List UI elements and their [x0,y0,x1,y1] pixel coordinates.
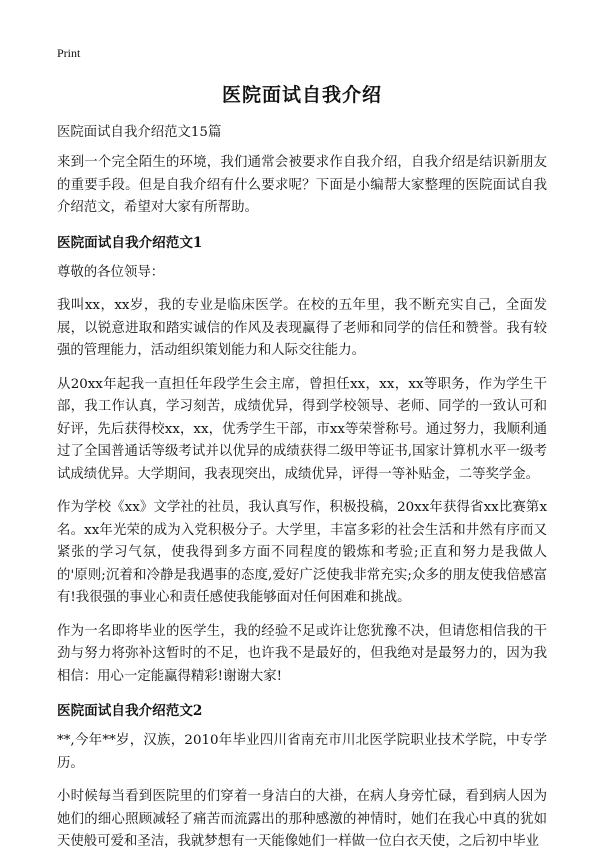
document-body [57,80,547,865]
intro-paragraph: 来到一个完全陌生的环境，我们通常会被要求作自我介绍，自我介绍是结识新朋友的重要手段。但是自我介绍有什么要求呢？下面是小编帮大家整理的医院面试自我介绍范文，希望对大家有所帮助。 [57,155,547,215]
print-link[interactable]: Print [57,46,81,60]
paragraph: **,今年**岁，汉族，2010年毕业四川省南充市川北医学院职业技术学院，中专学历。 [57,733,547,771]
paragraph: 我叫xx，xx岁，我的专业是临床医学。在校的五年里，我不断充实自己，全面发展，以锐意进取和踏实诚信的作风及表现赢得了老师和同学的信任和赞誉。我有较强的管理能力，活动组织策划能力和人际交往能力。 [57,298,547,358]
paragraph: 尊敬的各位领导： [57,264,165,280]
paragraph: 小时候每当看到医院里的们穿着一身洁白的大褂，在病人身旁忙碌，看到病人因为她们的细心照顾减轻了痛苦而流露出的那种感激的神情时，她们在我心中真的犹如天使般可爱和圣洁，我就梦想有一天能像她们一样做一位白衣天使，之后初中毕业 [57,789,547,849]
section-heading-2: 医院面试自我介绍范文2 [57,703,203,719]
paragraph: 从20xx年起我一直担任年段学生会主席，曾担任xx，xx，xx等职务，作为学生干部，我工作认真，学习刻苦，成绩优异，得到学校领导、老师、同学的一致认可和好评，先后获得校xx，xx，优秀学生干部，市xx等荣誉称号。通过努力，我顺利通过了全国普通话等级考试并以优异的成绩获得二级甲等证书,国家计算机水平一级考试成绩优异。大学期间，我表现突出，成绩优异，评得一等补贴金，二等奖学金。 [57,376,547,482]
paragraph: 作为一名即将毕业的医学生，我的经验不足或许让您犹豫不决，但请您相信我的干劲与努力将弥补这暂时的不足，也许我不是最好的，但我绝对是最努力的，因为我相信：用心一定能赢得精彩!谢谢大家! [57,623,547,684]
page-title: 医院面试自我介绍 [221,84,382,106]
paragraph: 作为学校《xx》文学社的社员，我认真写作，积极投稿，20xx年获得省xx比赛第x名。xx年光荣的成为入党积极分子。大学里，丰富多彩的社会生活和井然有序而又紧张的学习气氛，使我得到多方面不同程度的锻炼和考验;正直和努力是我做人的'原则;沉着和冷静是我遇事的态度,爱好广泛使我非常充实;众多的朋友使我倍感富有!我很强的事业心和责任感使我能够面对任何困难和挑战。 [57,500,547,605]
document-subtitle: 医院面试自我介绍范文15篇 [57,125,222,140]
section-heading-1: 医院面试自我介绍范文1 [57,234,203,251]
